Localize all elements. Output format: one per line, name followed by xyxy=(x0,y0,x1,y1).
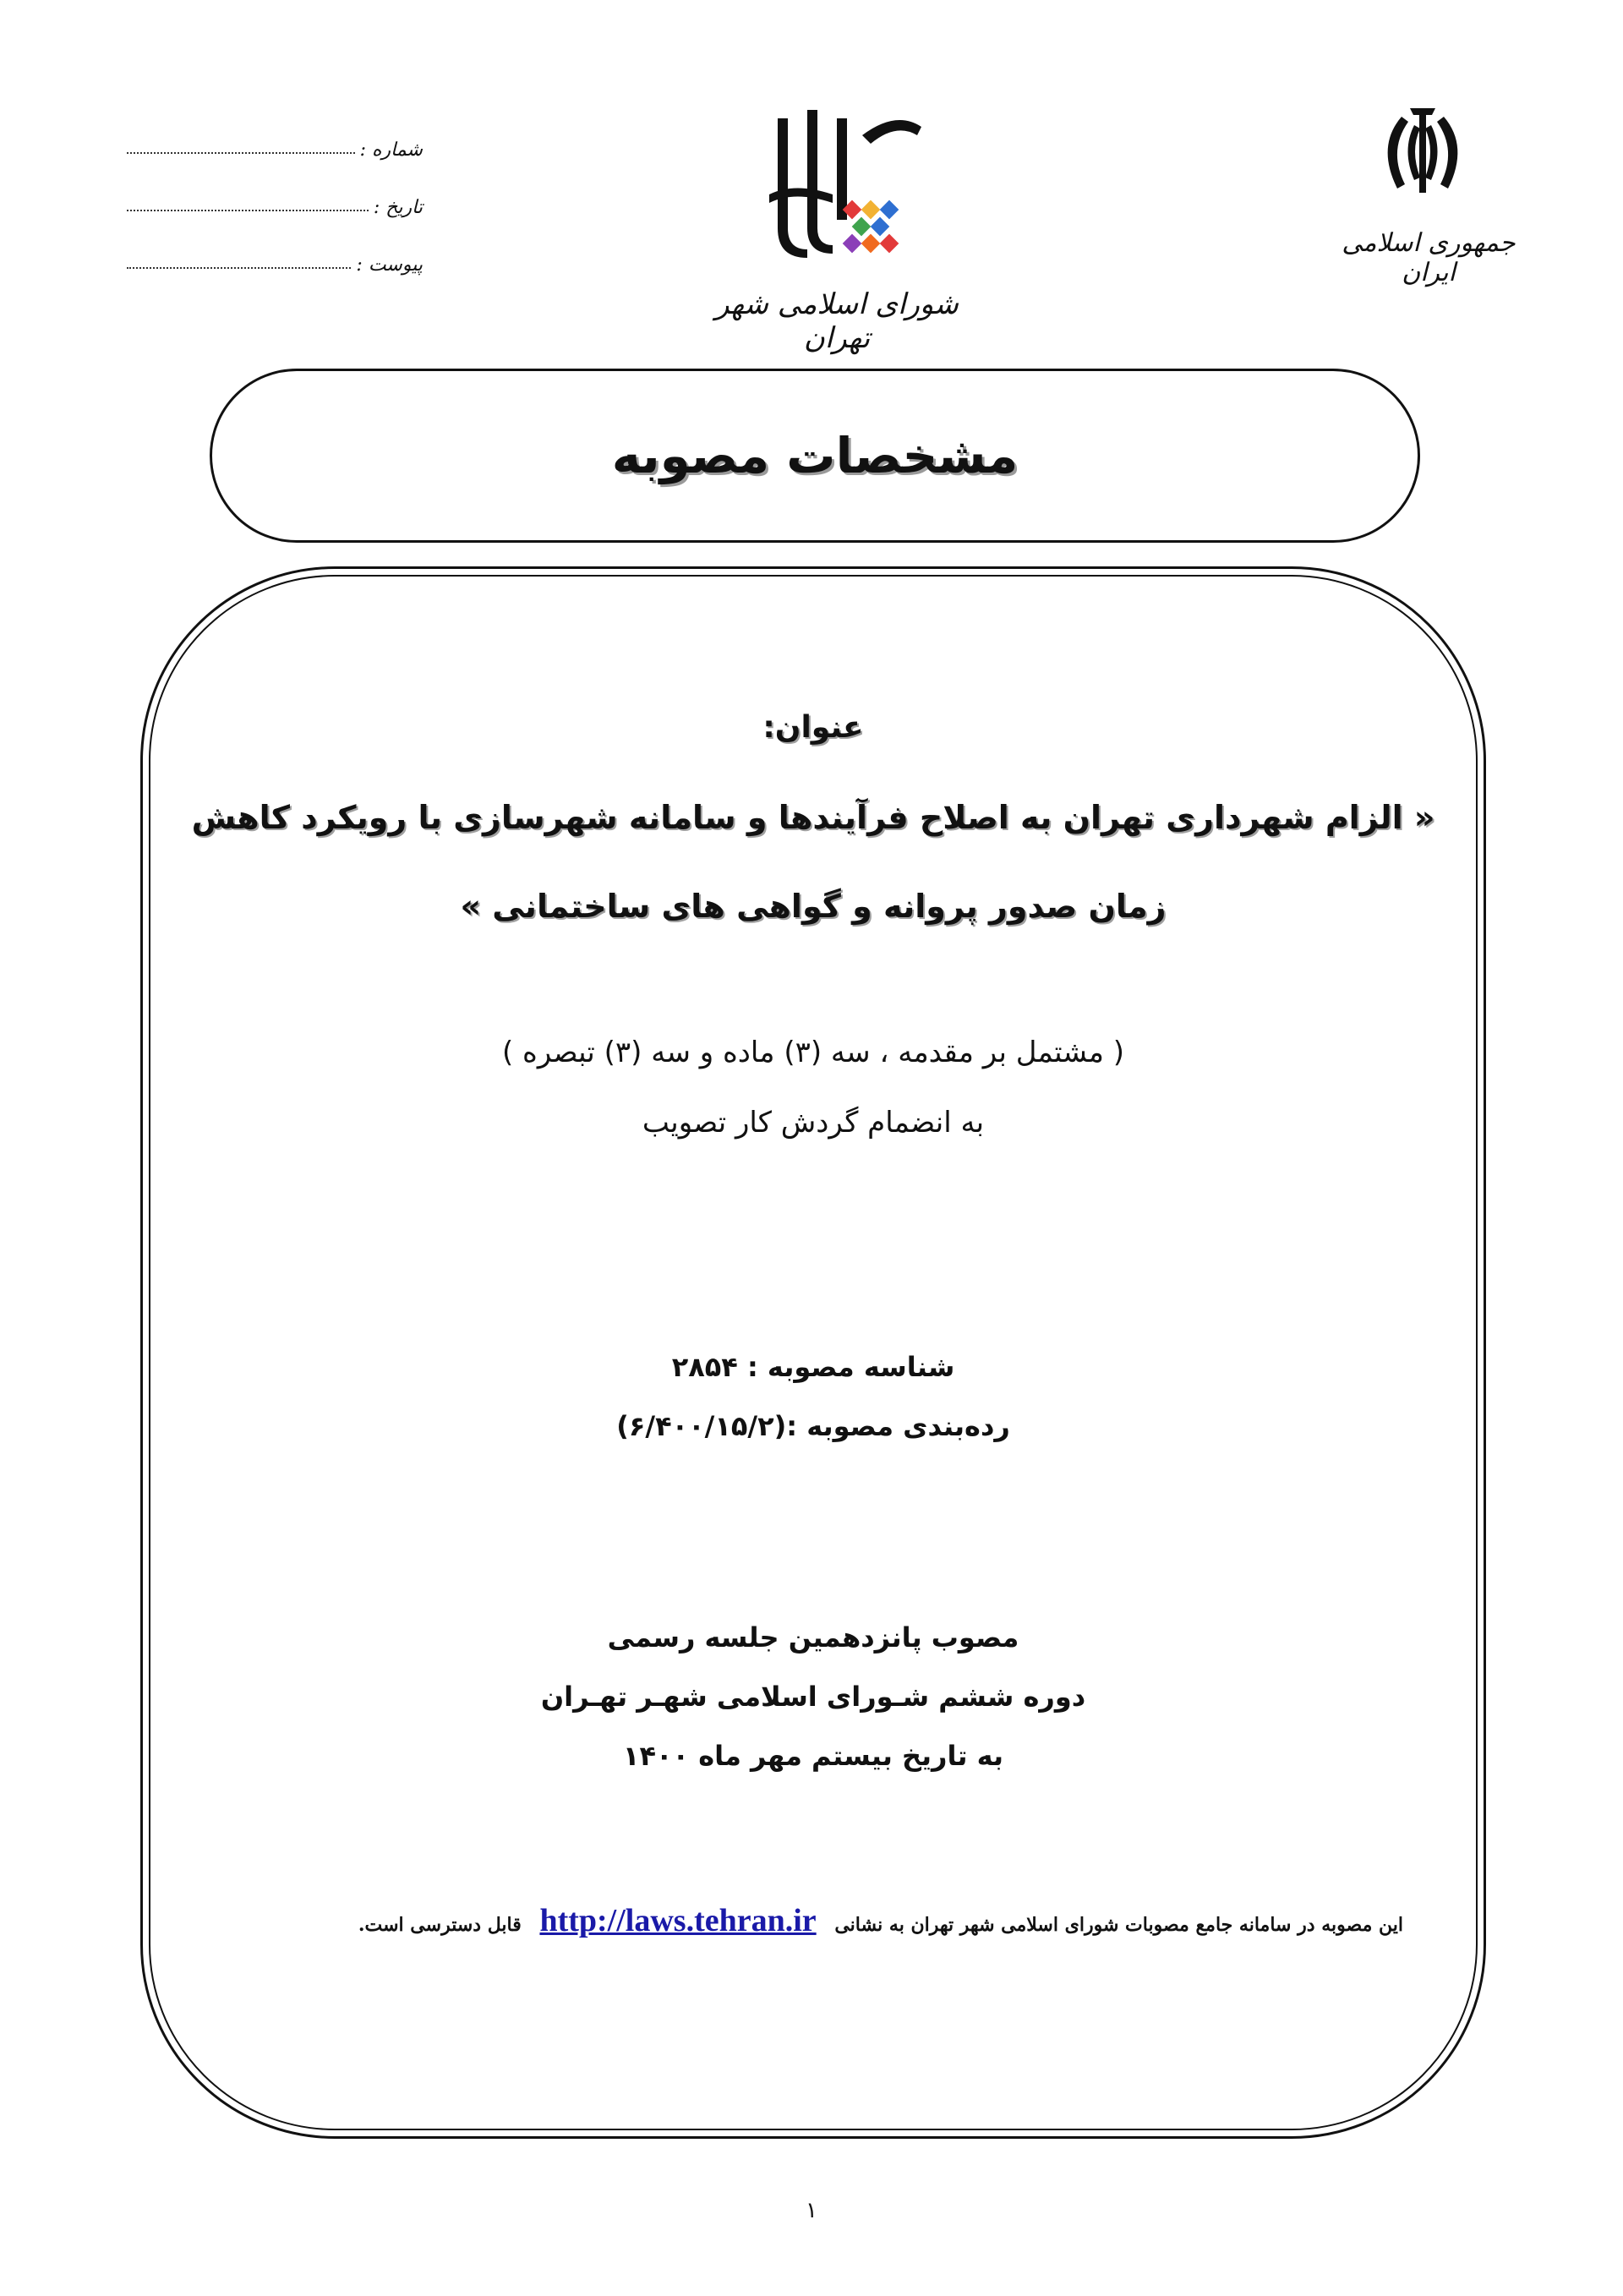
attachment-line: به انضمام گردش کار تصویب xyxy=(642,1106,985,1140)
resolution-id: شناسه مصوبه : ۲۸۵۴ xyxy=(671,1351,955,1383)
banner-title: مشخصات مصوبه xyxy=(611,427,1019,484)
tehran-council-logo xyxy=(744,101,938,287)
approval-line-2: دوره ششم شـورای اسلامی شهـر تهـران xyxy=(540,1681,1086,1713)
resolution-classification: رده‌بندی مصوبه :(۶/۴۰۰/۱۵/۲) xyxy=(616,1410,1010,1442)
scope-line: ( مشتمل بر مقدمه ، سه (۳) ماده و سه (۳) تبصره ) xyxy=(501,1036,1125,1069)
attachment-dots xyxy=(127,267,351,269)
date-dots xyxy=(127,210,369,211)
subject-label: عنوان: xyxy=(762,710,864,745)
number-dots xyxy=(127,152,355,154)
footer-suffix: قابل دسترسی است. xyxy=(358,1914,522,1936)
approval-line-3: به تاریخ بیستم مهر ماه ۱۴۰۰ xyxy=(622,1740,1004,1772)
date-field xyxy=(127,184,423,218)
title-banner xyxy=(210,369,1420,543)
approval-line-1: مصوب پانزدهمین جلسه رسمی xyxy=(607,1621,1019,1654)
number-field xyxy=(127,127,423,161)
republic-caption: جمهوری اسلامی ایران xyxy=(1342,228,1516,287)
footer-note xyxy=(270,1902,1403,1939)
subject-line-1: « الزام شهرداری تهران به اصلاح فرآیندها و سامانه شهرسازی با رویکرد کاهش xyxy=(191,799,1435,836)
attachment-label: پیوست : xyxy=(356,254,423,276)
number-label: شماره : xyxy=(359,139,423,161)
page-number: ۱ xyxy=(806,2198,817,2223)
attachment-field xyxy=(127,242,423,276)
mosaic-icon xyxy=(843,200,899,254)
council-caption: شورای اسلامی شهر تهران xyxy=(715,287,959,355)
laws-link[interactable]: http://laws.tehran.ir xyxy=(539,1903,817,1938)
footer-prefix: این مصوبه در سامانه جامع مصوبات شورای اسلامی شهر تهران به نشانی xyxy=(834,1914,1403,1936)
date-label: تاریخ : xyxy=(373,197,423,218)
iran-emblem-icon xyxy=(1368,100,1478,210)
subject-line-2: زمان صدور پروانه و گواهی های ساختمانی » xyxy=(460,888,1167,925)
